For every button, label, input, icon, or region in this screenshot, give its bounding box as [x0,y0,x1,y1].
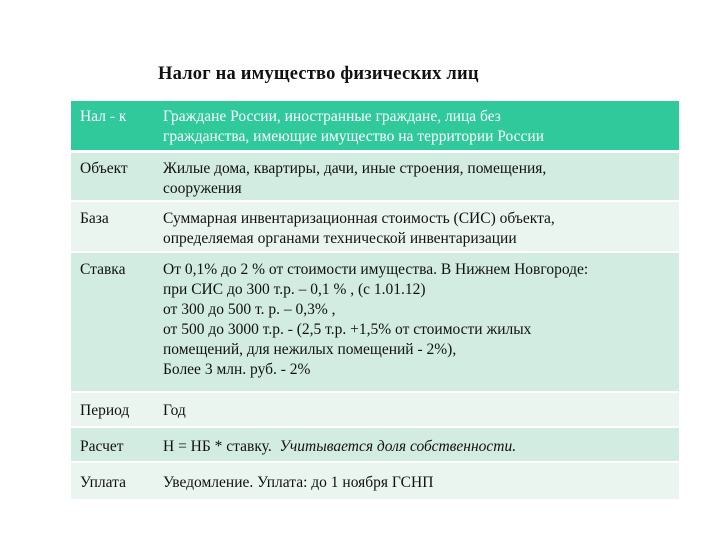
row-line: помещений, для нежилых помещений - 2%), [163,341,457,358]
row-line: от 500 до 3000 т.р. - (2,5 т.р. +1,5% от стоимости жилых [163,321,532,338]
row-key: Расчет [71,427,153,462]
page-title: Налог на имущество физических лиц [158,64,479,84]
row-value [153,427,679,462]
tax-table [71,101,679,501]
header-key-cell: Нал - к [71,101,153,151]
row-key: Объект [71,151,153,201]
row-line: Жилые дома, квартиры, дачи, иные строения, помещения, [163,159,547,177]
header-line: Граждане России, иностранные граждане, лица без [163,108,501,125]
table-row-base [71,201,679,252]
table-header-row [71,101,679,151]
table-row-rate [71,252,679,392]
row-value [153,462,679,500]
row-line: при СИС до 300 т.р. – 0,1 % , (с 1.01.12) [163,281,426,298]
row-value [153,151,679,201]
row-key: Уплата [71,462,153,500]
row-value [153,392,679,427]
row-line: от 300 до 500 т. р. – 0,3% , [163,301,336,318]
row-line: определяемая органами технической инвентаризации [163,230,517,247]
note-text: Учитывается доля собственности. [279,438,517,455]
table-row-payment [71,462,679,500]
row-line: Более 3 млн. руб. - 2% [163,361,311,378]
row-key: Период [71,392,153,427]
table-row-calculation [71,427,679,462]
row-value [153,252,679,392]
row-key: Ставка [71,252,153,392]
row-line: Уведомление. Уплата: до 1 ноября ГСНП [163,474,434,491]
row-line: Суммарная инвентаризационная стоимость (СИС) объекта, [163,210,555,227]
table-row-period [71,392,679,427]
row-value [153,201,679,252]
header-value-cell [153,101,679,151]
row-line: От 0,1% до 2 % от стоимости имущества. В Нижнем Новгороде: [163,261,589,278]
header-line: гражданства, имеющие имущество на территории России [163,128,544,145]
table-row-object [71,151,679,201]
row-line: Год [163,402,186,419]
row-line: сооружения [163,179,242,197]
formula-text: Н = НБ * ставку. [163,438,280,455]
row-key: База [71,201,153,252]
row-line [163,437,673,457]
